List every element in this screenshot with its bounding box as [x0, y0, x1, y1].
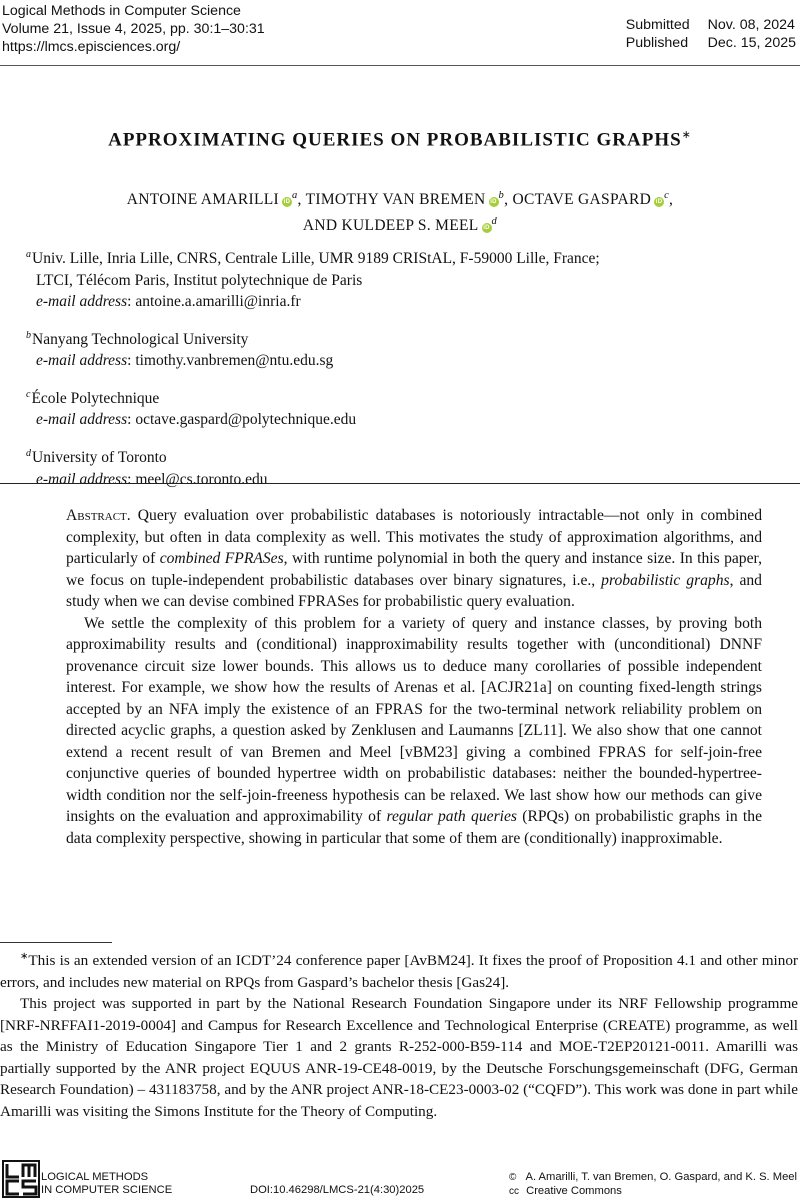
affiliation-c: $^c$École Polytechnique e-mail address: octave.gaspard@polytechnique.edu [26, 388, 357, 429]
abstract [66, 505, 762, 849]
affiliations-divider [0, 483, 800, 484]
orcid-icon[interactable]: iD [490, 199, 497, 206]
lmcs-logo-icon [2, 1160, 40, 1198]
orcid-icon[interactable]: iD [655, 199, 663, 206]
dates [626, 16, 796, 52]
abstract-label: Abstract. [66, 507, 131, 524]
copyright-icon: © [509, 1172, 517, 1183]
journal-info [2, 2, 265, 56]
published-date: Dec. 15, 2025 [707, 35, 796, 51]
author-name: ANTOINE AMARILLI [126, 191, 279, 209]
affiliation-a: $^a$Univ. Lille, Inria Lille, CNRS, Centrale Lille, UMR 9189 CRIStAL, F-59000 Lille, France; LTCI, Télécom Paris, Institut polytechnique de Paris e-mail address: antoine.a.amarilli@inria.fr [26, 249, 600, 311]
header-divider [0, 65, 800, 66]
affiliation-d: $^d$University of Toronto e-mail address: meel@cs.toronto.edu [26, 447, 268, 488]
email-link[interactable]: meel@cs.toronto.edu [135, 470, 268, 488]
published-label: Published [625, 35, 689, 51]
title-footnote-mark[interactable]: ∗ [681, 129, 692, 141]
title-text: APPROXIMATING QUERIES ON PROBABILISTIC GRAPHS [108, 129, 682, 151]
page-footer [0, 1158, 800, 1200]
footnote-divider [0, 942, 112, 943]
author-name: TIMOTHY VAN BREMEN [305, 191, 486, 209]
journal-name: Logical Methods in Computer Science [2, 3, 241, 19]
paper-title [0, 128, 800, 151]
orcid-icon[interactable]: iD [283, 199, 291, 206]
orcid-icon[interactable]: iD [483, 225, 490, 232]
license-link[interactable]: Creative Commons [526, 1184, 622, 1197]
affiliations [26, 244, 786, 502]
copyright-block [509, 1171, 797, 1198]
submitted-label: Submitted [625, 17, 690, 33]
author-name: OCTAVE GASPARD [512, 191, 652, 209]
abstract-paragraph: Abstract. Query evaluation over probabilistic databases is notoriously intractable—not only in combined complexity, but often in data complexity as well. This motivates the study of approximation algorithms, and particularly of combined FPRASes, with runtime polynomial in both the query and instance size. In this paper, we focus on tuple-independent probabilistic databases over binary signatures, i.e., probabilistic graphs, and study when we can devise combined FPRASes for probabilistic query evaluation. [66, 507, 763, 610]
author-affil-mark: a [291, 190, 298, 201]
footnote-funding: This project was supported in part by the National Research Foundation Singapore under its NRF Fellowship programme [NRF-NRFFAI1-2019-0004] and Campus for Research Excellence and Technological Enterprise (CREATE) programme, as well as the Ministry of Education Singapore Tier 1 and 2 grants R-252-000-B59-114 and MOE-T2EP20121-0011. Amarilli was partially supported by the ANR project EQUUS ANR-19-CE48-0019, by the Deutsche Forschungsgemeinschaft (DFG, German Research Foundation) – 431183758, and by the ANR project ANR-18-CE23-0003-02 (“CQFD”). This work was done in part while Amarilli was visiting the Simons Institute for the Theory of Computing. [0, 995, 798, 1120]
doi[interactable]: DOI:10.46298/LMCS-21(4:30)2025 [250, 1184, 425, 1196]
affiliation-b: $^b$Nanyang Technological University e-mail address: timothy.vanbremen@ntu.edu.sg [26, 329, 334, 370]
author-affil-mark: b [498, 190, 505, 201]
journal-url[interactable]: https://lmcs.episciences.org/ [2, 39, 181, 55]
footnotes [0, 946, 798, 1122]
email-link[interactable]: octave.gaspard@polytechnique.edu [135, 411, 357, 429]
email-link[interactable]: timothy.vanbremen@ntu.edu.sg [135, 352, 334, 370]
submitted-date: Nov. 08, 2024 [707, 17, 795, 33]
abstract-paragraph: We settle the complexity of this problem for a variety of query and instance classes, by proving both approximability results and (conditional) inapproximability results together with (unconditional) DNNF provenance circuit size lower bounds. This allows us to deduce many corollaries of possible independent interest. For example, we show how the results of Arenas et al. [ACJR21a] on counting fixed-length strings accepted by an NFA imply the existence of an FPRAS for the two-terminal network reliability problem on directed acyclic graphs, a question asked by Zenklusen and Laumanns [ZL11]. We also show that one cannot extend a recent result of van Bremen and Meel [vBM23] giving a combined FPRAS for self-join-free conjunctive queries of bounded hypertree width on probabilistic databases: neither the bounded-hypertree-width condition nor the self-join-freeness hypothesis can be relaxed. We last show how our methods can give insights on the evaluation and approximability of regular path queries (RPQs) on probabilistic graphs in the data complexity perspective, showing in particular that some of them are (conditionally) inapproximable. [66, 614, 762, 847]
copyright-holders: A. Amarilli, T. van Bremen, O. Gaspard, and K. S. Meel [525, 1171, 798, 1183]
volume-line: Volume 21, Issue 4, 2025, pp. 30:1–30:31 [2, 21, 265, 37]
email-link[interactable]: antoine.a.amarilli@inria.fr [135, 293, 301, 311]
creative-commons-icon: cc [509, 1185, 519, 1197]
author-name: AND KULDEEP S. MEEL [302, 217, 479, 235]
logo-text: LOGICAL METHODS IN COMPUTER SCIENCE [41, 1171, 173, 1196]
author-list: ANTOINE AMARILLI $iD^a$, TIMOTHY VAN BREMEN $iD^b$, OCTAVE GASPARD $iD^c$, AND KULDEEP S. MEEL $iD^d$ [126, 190, 674, 235]
footnote-extended-version: ∗This is an extended version of an ICDT’24 conference paper [AvBM24]. It fixes the proof of Proposition 4.1 and other minor errors, and includes new material on RPQs from Gaspard’s bachelor thesis [Gas24]. [0, 951, 798, 991]
author-affil-mark: c [664, 190, 670, 201]
author-affil-mark: d [491, 216, 498, 228]
journal-header [0, 0, 800, 66]
